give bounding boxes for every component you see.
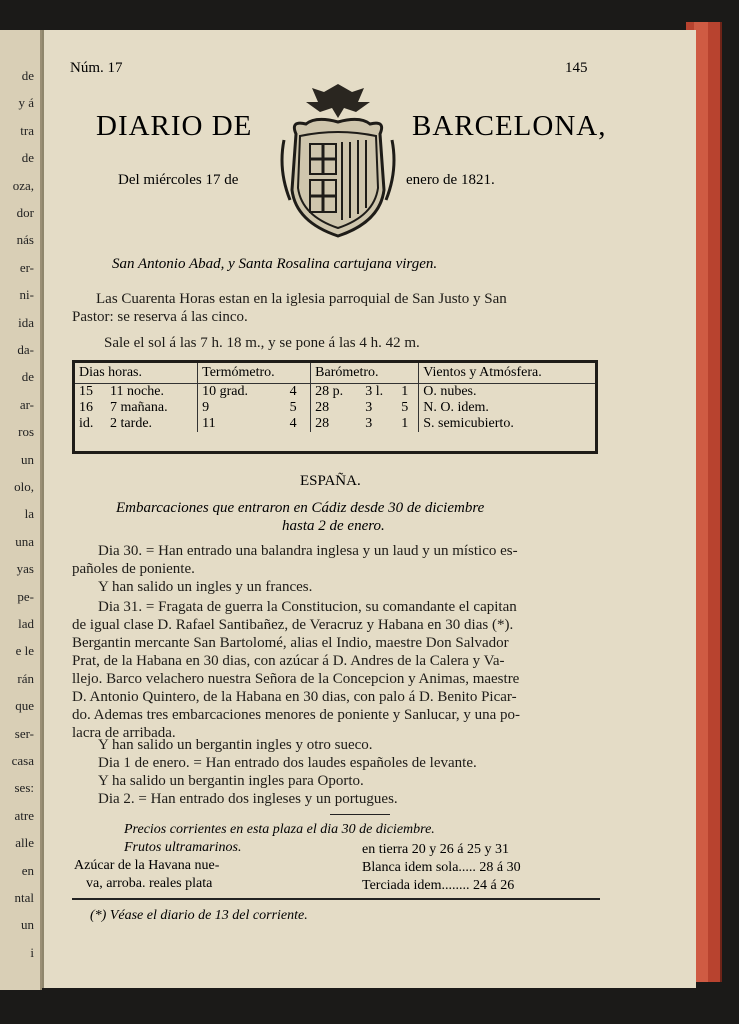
section-subtitle-2: hasta 2 de enero.: [282, 518, 385, 534]
left-page-fragment: e le: [15, 643, 34, 659]
article-line: Prat, de la Habana en 30 dias, con azúcar á D. Andres de la Calera y Va-: [72, 653, 505, 669]
coat-of-arms-icon: [276, 80, 400, 244]
weather-bar-frac: 5: [401, 400, 409, 415]
weather-temp-frac: 5: [289, 400, 297, 415]
left-page-fragment: de: [21, 68, 34, 83]
left-page-fragment: pe-: [17, 588, 34, 604]
left-page-fragment: ros: [18, 424, 34, 440]
weather-bar-p: 28: [311, 400, 362, 416]
prices-category: Frutos ultramarinos.: [124, 840, 242, 855]
masthead-title-left: DIARIO DE: [96, 110, 253, 142]
article-line: Bergantin mercante San Bartolomé, alias el Indio, maestre Don Salvador: [72, 635, 509, 651]
article-line: lacra de arribada.: [72, 725, 176, 741]
weather-temp: 11: [198, 416, 286, 432]
devotion-line-2: Pastor: se reserva á las cinco.: [72, 309, 248, 325]
left-page-fragment: ida: [18, 314, 34, 330]
weather-day: 15: [79, 384, 93, 399]
left-page-fragment: una: [15, 533, 34, 549]
weather-header-wind: Vientos y Atmósfera.: [419, 363, 595, 384]
issue-number: Núm. 17: [70, 60, 123, 76]
article-line: D. Antonio Quintero, de la Habana en 30 dias, con palo á D. Benito Picar-: [72, 689, 517, 705]
weather-row: [75, 384, 595, 401]
left-page-fragment: nás: [16, 232, 34, 248]
weather-table: [72, 360, 598, 454]
left-page-fragment: en: [21, 862, 34, 878]
book-edge-inner: [694, 22, 708, 982]
divider: [330, 814, 390, 815]
left-page-fragment: ser-: [14, 725, 34, 741]
left-page-fragment: rán: [17, 670, 34, 686]
footnote: (*) Véase el diario de 13 del corriente.: [90, 908, 308, 923]
saints-of-day: San Antonio Abad, y Santa Rosalina cartujana virgen.: [112, 256, 438, 272]
left-page-fragment: un: [21, 917, 34, 933]
article-line: Y han salido un ingles y un frances.: [98, 579, 313, 595]
article-line: Dia 1 de enero. = Han entrado dos laudes españoles de levante.: [98, 755, 477, 771]
devotion-line-1: Las Cuarenta Horas estan en la iglesia parroquial de San Justo y San: [96, 291, 507, 307]
article-line: Dia 2. = Han entrado dos ingleses y un portugues.: [98, 791, 398, 807]
weather-hour: 11 noche.: [110, 384, 164, 399]
left-page-edge: [0, 30, 42, 990]
weather-bar-l: 3: [365, 416, 373, 431]
left-page-fragment: da-: [17, 342, 34, 357]
article-line: do. Ademas tres embarcaciones menores de poniente y Sanlucar, y una po-: [72, 707, 521, 723]
weather-bar-p: 28 p.: [311, 384, 362, 401]
left-page-fragment: que: [15, 698, 34, 714]
weather-bar-l: 3 l.: [365, 384, 384, 399]
left-page-fragment: un: [21, 451, 34, 467]
footnote-rule: [72, 898, 600, 900]
weather-temp-frac: 4: [289, 384, 297, 399]
left-page-fragment: ses:: [14, 780, 34, 796]
weather-temp-frac: 4: [289, 416, 297, 431]
weather-day: 16: [79, 400, 93, 415]
left-page-fragment: casa: [11, 753, 34, 768]
weather-bar-l: 3: [365, 400, 373, 415]
weather-wind: S. semicubierto.: [419, 416, 595, 432]
prices-heading: Precios corrientes en esta plaza el dia 30 de diciembre.: [124, 822, 435, 837]
left-page-fragment: olo,: [14, 479, 34, 494]
weather-row: [75, 400, 595, 416]
weather-bar-p: 28: [311, 416, 362, 432]
weather-hour: 7 mañana.: [110, 400, 168, 415]
left-page-fragment: ntal: [14, 890, 34, 905]
weather-day: id.: [79, 416, 94, 431]
left-page-fragment: i: [30, 944, 34, 960]
left-page-fragment: yas: [16, 561, 34, 577]
section-title: ESPAÑA.: [300, 473, 361, 489]
left-page-fragment: atre: [14, 807, 34, 823]
article-line: Dia 30. = Han entrado una balandra inglesa y un laud y un místico es-: [98, 543, 518, 559]
weather-row: [75, 416, 595, 432]
masthead-title-right: BARCELONA,: [412, 110, 607, 142]
article-line: Y han salido un bergantin ingles y otro sueco.: [98, 737, 373, 753]
article-line: pañoles de poniente.: [72, 561, 195, 577]
date-right: enero de 1821.: [406, 172, 495, 188]
price-row-3: Terciada idem........ 24 á 26: [362, 878, 515, 893]
price-item-2: va, arroba. reales plata: [86, 876, 213, 891]
article-line: llejo. Barco velachero nuestra Señora de la Concepcion y Animas, maestre: [72, 671, 520, 687]
weather-bar-frac: 1: [401, 384, 409, 399]
date-left: Del miércoles 17 de: [118, 172, 239, 188]
section-subtitle-1: Embarcaciones que entraron en Cádiz desde 30 de diciembre: [116, 500, 485, 516]
left-page-fragment: lad: [18, 616, 34, 631]
price-item-1: Azúcar de la Havana nue-: [74, 858, 220, 873]
weather-wind: N. O. idem.: [419, 400, 595, 416]
weather-header-barometer: Barómetro.: [311, 363, 419, 384]
left-page-fragment: y á: [18, 95, 34, 111]
price-row-2: Blanca idem sola..... 28 á 30: [362, 860, 521, 875]
price-row-1: en tierra 20 y 26 á 25 y 31: [362, 842, 509, 857]
left-page-fragment: de: [21, 150, 34, 166]
left-page-fragment: dor: [16, 205, 34, 220]
page-number: 145: [565, 60, 588, 76]
left-page-fragment: de: [21, 369, 34, 385]
left-page-fragment: alle: [15, 835, 34, 851]
left-page-fragment: tra: [20, 122, 34, 138]
weather-header-days: Dias horas.: [75, 363, 198, 384]
weather-hour: 2 tarde.: [110, 416, 153, 431]
left-page-fragment: oza,: [12, 177, 34, 193]
left-page-fragment: ar-: [19, 396, 34, 412]
article-line: Dia 31. = Fragata de guerra la Constitucion, su comandante el capitan: [98, 599, 517, 615]
left-page-fragment: ni-: [19, 287, 34, 303]
article-line: de igual clase D. Rafael Santibañez, de Veracruz y Habana en 30 dias (*).: [72, 617, 514, 633]
weather-temp: 10 grad.: [198, 384, 286, 401]
left-page-fragment: er-: [19, 259, 34, 275]
weather-header-thermometer: Termómetro.: [198, 363, 311, 384]
weather-temp: 9: [198, 400, 286, 416]
sunrise-sunset: Sale el sol á las 7 h. 18 m., y se pone á las 4 h. 42 m.: [104, 335, 420, 351]
left-page-fragment: la: [24, 506, 34, 522]
article-line: Y ha salido un bergantin ingles para Oporto.: [98, 773, 364, 789]
weather-bar-frac: 1: [401, 416, 409, 431]
weather-wind: O. nubes.: [419, 384, 595, 401]
